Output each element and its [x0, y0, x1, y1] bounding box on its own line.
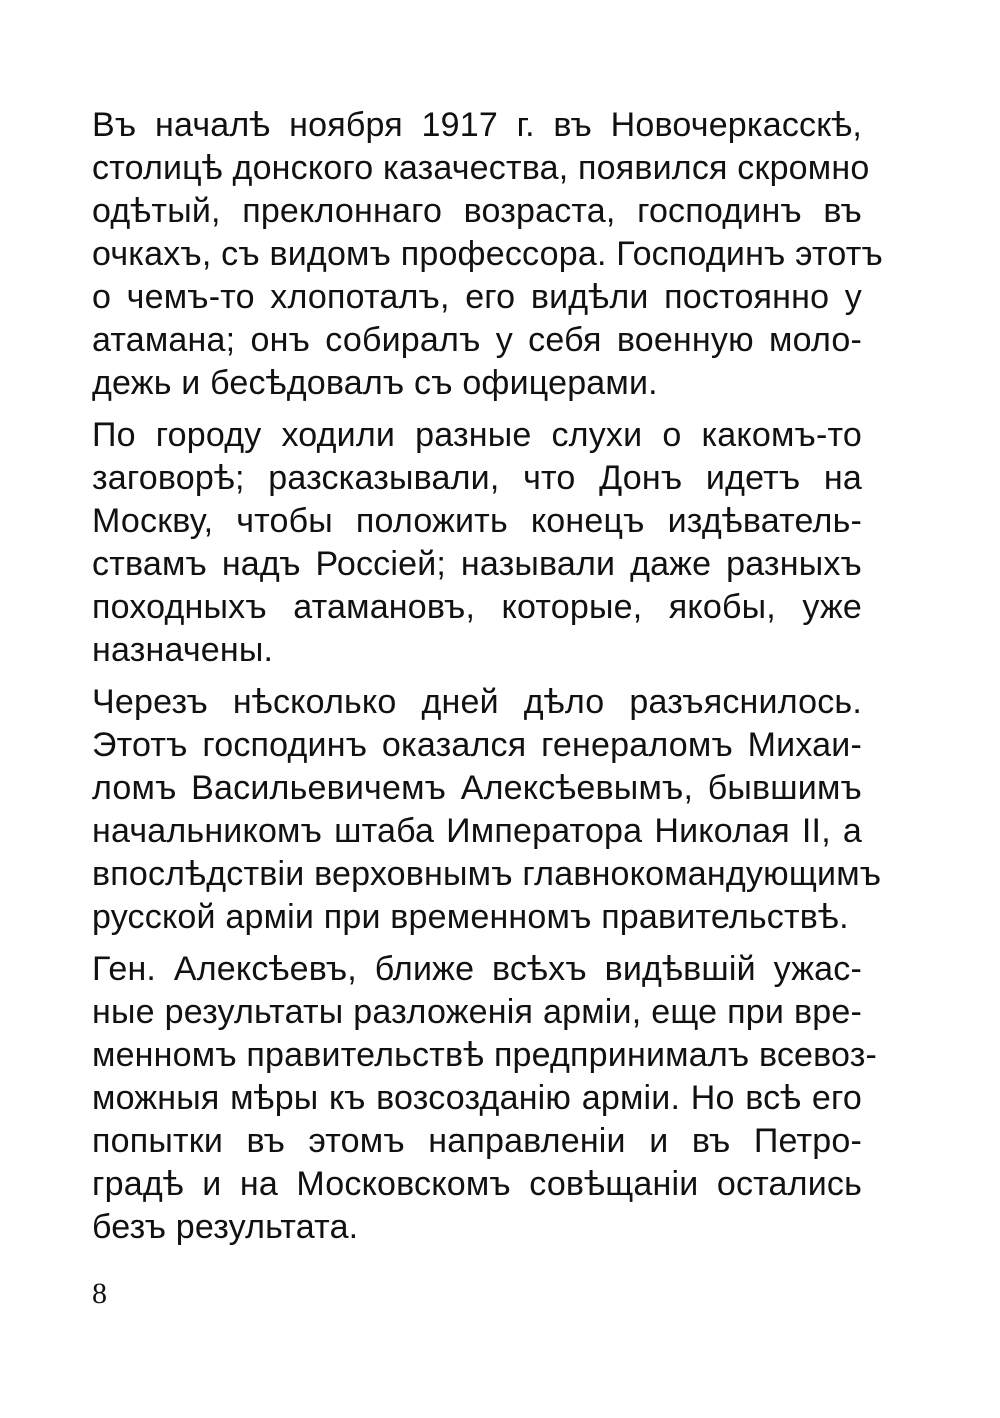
text-line: походныхъ атамановъ, которые, якобы, уже	[92, 588, 862, 626]
text-line: атамана; онъ собиралъ у себя военную моло-	[92, 321, 862, 359]
page-text	[92, 104, 883, 1258]
text-line: назначены.	[92, 631, 274, 669]
text-line: дежь и бесѣдовалъ съ офицерами.	[92, 364, 658, 402]
paragraph-3	[92, 681, 882, 939]
text-line: Ген. Алексѣевъ, ближе всѣхъ видѣвшiй ужас-	[92, 950, 862, 988]
text-line: можныя мѣры къ возсозданiю армiи. Но всѣ его	[92, 1079, 862, 1117]
text-line: Москву, чтобы положить конецъ издѣватель-	[92, 502, 862, 540]
page-number: 8	[92, 1277, 107, 1310]
text-line: ные результаты разложенiя армiи, еще при вре-	[92, 993, 862, 1031]
text-line: о чемъ-то хлопоталъ, его видѣли постоянно у	[92, 278, 862, 316]
text-line: попытки въ этомъ направленiи и въ Петро-	[92, 1122, 862, 1160]
text-line: одѣтый, преклоннаго возраста, господинъ въ	[92, 192, 862, 230]
text-line: менномъ правительствѣ предпринималъ всевоз-	[92, 1036, 878, 1074]
text-line: Этотъ господинъ оказался генераломъ Михаи-	[92, 726, 862, 764]
text-line: начальникомъ штаба Императора Николая II, а	[92, 812, 862, 850]
text-line: ствамъ надъ Россiей; называли даже разныхъ	[92, 545, 862, 583]
text-line: впослѣдствiи верховнымъ главнокомандующимъ	[92, 855, 882, 893]
paragraph-2	[92, 414, 862, 672]
paragraph-1	[92, 104, 883, 405]
text-line: градѣ и на Московскомъ совѣщанiи остались	[92, 1165, 862, 1203]
text-line: безъ результата.	[92, 1208, 359, 1246]
text-line: столицѣ донского казачества, появился скромно	[92, 149, 870, 187]
paragraph-4	[92, 948, 878, 1249]
text-line: Въ началѣ ноября 1917 г. въ Новочеркасскѣ,	[92, 106, 862, 144]
text-line: ломъ Васильевичемъ Алексѣевымъ, бывшимъ	[92, 769, 862, 807]
text-line: Черезъ нѣсколько дней дѣло разъяснилось.	[92, 683, 862, 721]
text-line: очкахъ, съ видомъ профессора. Господинъ этотъ	[92, 235, 883, 273]
text-line: По городу ходили разные слухи о какомъ-то	[92, 416, 862, 454]
text-line: русской армiи при временномъ правительствѣ.	[92, 898, 849, 936]
text-line: заговорѣ; разсказывали, что Донъ идетъ на	[92, 459, 862, 497]
